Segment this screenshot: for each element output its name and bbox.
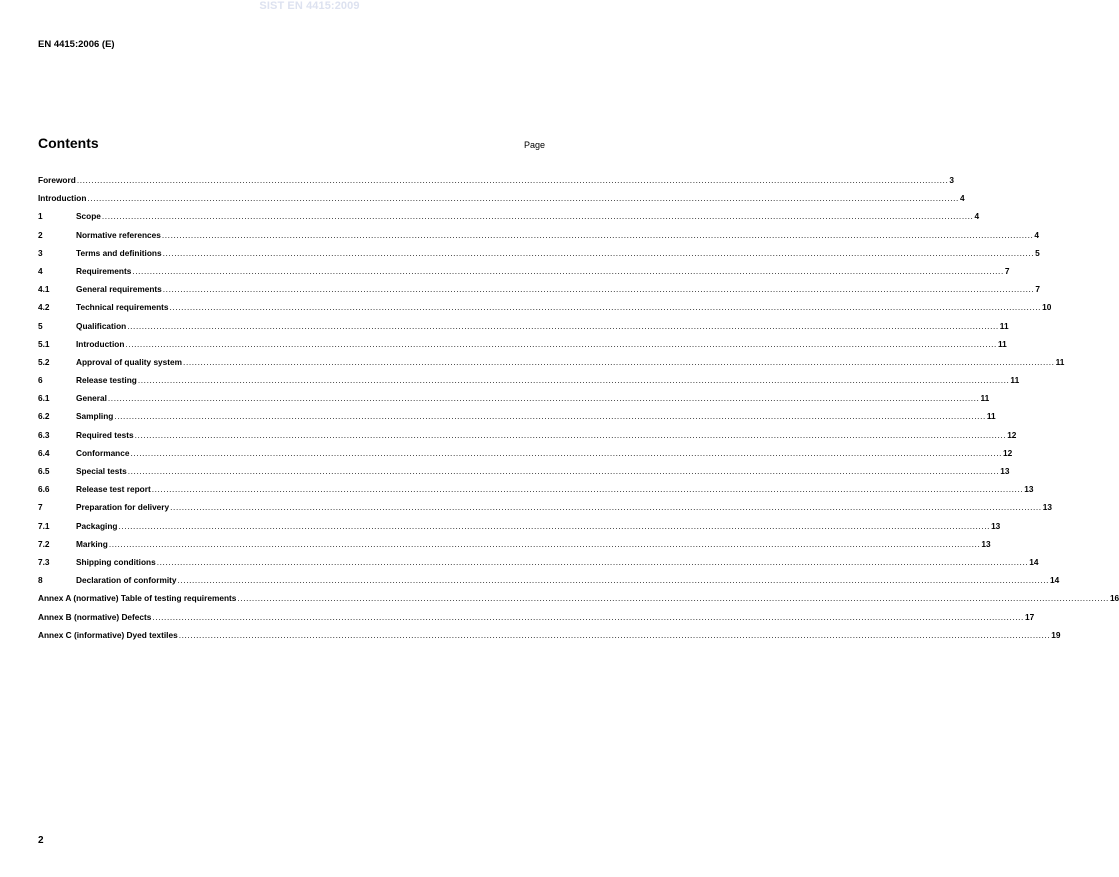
toc-entry[interactable] (38, 484, 1034, 502)
toc-entry-title: Normative references (76, 229, 161, 240)
table-of-contents (38, 175, 1119, 648)
toc-leader-dots: ............................................................................................................................................................................................................................................................................................................ (107, 393, 980, 404)
toc-entry-title: Annex A (normative) Table of testing requirements (38, 593, 237, 604)
toc-entry[interactable] (38, 284, 1040, 302)
toc-entry-number: 5.2 (38, 356, 50, 367)
toc-leader-dots: ............................................................................................................................................................................................................................................................................................................ (125, 338, 997, 349)
toc-entry-number: 7.3 (38, 556, 50, 567)
toc-entry-title: Special tests (76, 466, 127, 476)
toc-entry-title: Annex C (informative) Dyed textiles (38, 629, 178, 640)
toc-entry-number: 6.4 (38, 447, 50, 458)
toc-entry[interactable] (38, 629, 1061, 648)
toc-entry-page: 5 (1035, 247, 1040, 258)
toc-leader-dots: ............................................................................................................................................................................................................................................................................................................ (177, 575, 1050, 586)
toc-entry[interactable] (38, 429, 1017, 448)
toc-entry-title: Declaration of conformity (76, 575, 177, 586)
toc-entry-title: Required tests (76, 429, 134, 440)
toc-entry-number: 6.5 (38, 466, 50, 476)
toc-leader-dots: ............................................................................................................................................................................................................................................................................................................ (162, 247, 1035, 258)
toc-entry-page: 11 (997, 338, 1007, 349)
toc-entry[interactable] (38, 320, 1009, 339)
toc-entry-title: General (76, 393, 107, 404)
toc-entry-number: 8 (38, 575, 43, 586)
toc-entry[interactable] (38, 502, 1052, 520)
toc-entry-number: 7.1 (38, 520, 50, 531)
page-column-label: Page (523, 140, 545, 150)
toc-entry-number: 1 (38, 211, 43, 222)
toc-entry-number: 6.6 (38, 484, 50, 495)
toc-entry-page: 13 (991, 520, 1001, 531)
toc-leader-dots: ............................................................................................................................................................................................................................................................................................................ (87, 193, 959, 204)
toc-entry[interactable] (38, 302, 1052, 320)
toc-leader-dots: ............................................................................................................................................................................................................................................................................................................ (169, 302, 1042, 313)
toc-entry-number: 6.3 (38, 429, 50, 440)
toc-leader-dots: ............................................................................................................................................................................................................................................................................................................ (170, 502, 1042, 513)
toc-entry[interactable] (38, 575, 1060, 593)
toc-entry-title: Introduction (76, 338, 125, 349)
toc-entry-page: 11 (986, 411, 996, 422)
toc-entry-title: General requirements (76, 284, 162, 295)
toc-entry-number: 6.2 (38, 411, 50, 422)
toc-leader-dots: ............................................................................................................................................................................................................................................................................................................ (137, 375, 1010, 386)
toc-entry-title: Introduction (38, 193, 87, 204)
watermark: SIST EN 4415:2009 (259, 0, 360, 12)
toc-entry[interactable] (38, 520, 1001, 539)
toc-entry-number: 5 (38, 320, 43, 331)
toc-entry-title: Packaging (76, 520, 118, 531)
toc-entry-title: Release testing (76, 375, 137, 386)
toc-leader-dots: ............................................................................................................................................................................................................................................................................................................ (178, 629, 1051, 640)
toc-entry-page: 11 (1055, 356, 1065, 367)
contents-heading: Contents (38, 135, 99, 151)
toc-entry[interactable] (38, 175, 954, 193)
toc-entry-page: 4 (1034, 229, 1040, 240)
toc-entry-number: 6.1 (38, 393, 50, 404)
toc-entry[interactable] (38, 411, 996, 429)
toc-entry-title: Approval of quality system (76, 356, 183, 367)
toc-leader-dots: ............................................................................................................................................................................................................................................................................................................ (132, 265, 1004, 276)
toc-entry[interactable] (38, 338, 1007, 357)
toc-leader-dots: ............................................................................................................................................................................................................................................................................................................ (183, 356, 1055, 367)
toc-entry-title: Terms and definitions (76, 247, 162, 258)
toc-entry[interactable] (38, 466, 1010, 484)
toc-entry[interactable] (38, 593, 1119, 611)
toc-entry-number: 4 (38, 265, 43, 276)
toc-entry-page: 17 (1024, 611, 1035, 622)
toc-entry-page: 10 (1042, 302, 1052, 313)
toc-entry-page: 14 (1029, 556, 1039, 567)
toc-entry-page: 14 (1050, 575, 1060, 586)
toc-entry-page: 4 (974, 211, 980, 222)
toc-entry-title: Preparation for delivery (76, 502, 170, 513)
toc-leader-dots: ............................................................................................................................................................................................................................................................................................................ (108, 538, 981, 549)
toc-entry-title: Release test report (76, 484, 151, 495)
toc-entry[interactable] (38, 265, 1010, 284)
toc-entry-page: 3 (949, 175, 954, 185)
toc-leader-dots: ............................................................................................................................................................................................................................................................................................................ (130, 447, 1003, 458)
toc-entry-title: Requirements (76, 265, 132, 276)
toc-entry-page: 13 (1024, 484, 1034, 495)
toc-entry-page: 7 (1035, 284, 1040, 295)
toc-entry-number: 3 (38, 247, 43, 258)
toc-leader-dots: ............................................................................................................................................................................................................................................................................................................ (76, 175, 949, 185)
toc-entry-title: Qualification (76, 320, 127, 331)
toc-entry-number: 5.1 (38, 338, 50, 349)
toc-leader-dots: ............................................................................................................................................................................................................................................................................................................ (127, 466, 1000, 476)
toc-entry[interactable] (38, 447, 1013, 466)
toc-entry[interactable] (38, 538, 991, 557)
toc-entry-page: 4 (959, 193, 965, 204)
toc-entry-title: Shipping conditions (76, 556, 156, 567)
toc-entry-number: 4.1 (38, 284, 50, 295)
toc-leader-dots: ............................................................................................................................................................................................................................................................................................................ (237, 593, 1109, 604)
toc-entry-number: 7.2 (38, 538, 50, 549)
toc-entry-page: 13 (981, 538, 991, 549)
toc-entry-title: Conformance (76, 447, 130, 458)
toc-entry-title: Sampling (76, 411, 114, 422)
toc-leader-dots: ............................................................................................................................................................................................................................................................................................................ (134, 429, 1007, 440)
toc-entry[interactable] (38, 611, 1035, 630)
toc-entry[interactable] (38, 229, 1040, 248)
toc-entry[interactable] (38, 556, 1039, 575)
toc-entry[interactable] (38, 356, 1065, 375)
toc-entry-page: 16 (1109, 593, 1119, 604)
toc-entry-page: 12 (1007, 429, 1017, 440)
toc-entry[interactable] (38, 375, 1020, 393)
toc-entry-page: 11 (999, 320, 1009, 331)
toc-entry-page: 13 (1000, 466, 1010, 476)
toc-entry-page: 13 (1042, 502, 1052, 513)
toc-leader-dots: ............................................................................................................................................................................................................................................................................................................ (161, 229, 1034, 240)
toc-entry-number: 7 (38, 502, 43, 513)
toc-entry-title: Annex B (normative) Defects (38, 611, 152, 622)
toc-entry-page: 7 (1004, 265, 1010, 276)
toc-leader-dots: ............................................................................................................................................................................................................................................................................................................ (114, 411, 986, 422)
toc-entry-title: Foreword (38, 175, 76, 185)
toc-entry[interactable] (38, 393, 990, 411)
toc-entry[interactable] (38, 193, 965, 211)
toc-entry-page: 12 (1003, 447, 1013, 458)
toc-entry[interactable] (38, 247, 1040, 266)
page-number: 2 (38, 835, 44, 846)
toc-leader-dots: ............................................................................................................................................................................................................................................................................................................ (156, 556, 1029, 567)
toc-entry-title: Scope (76, 211, 101, 222)
toc-leader-dots: ............................................................................................................................................................................................................................................................................................................ (118, 520, 991, 531)
toc-entry-number: 2 (38, 229, 43, 240)
toc-entry-number: 4.2 (38, 302, 50, 313)
toc-entry-page: 19 (1051, 629, 1061, 640)
toc-leader-dots: ............................................................................................................................................................................................................................................................................................................ (127, 320, 999, 331)
toc-leader-dots: ............................................................................................................................................................................................................................................................................................................ (162, 284, 1035, 295)
toc-entry[interactable] (38, 211, 980, 229)
toc-entry-title: Marking (76, 538, 108, 549)
toc-leader-dots: ............................................................................................................................................................................................................................................................................................................ (151, 484, 1024, 495)
document-id: EN 4415:2006 (E) (38, 39, 115, 50)
toc-entry-number: 6 (38, 375, 43, 386)
toc-leader-dots: ............................................................................................................................................................................................................................................................................................................ (101, 211, 974, 222)
toc-entry-page: 11 (1010, 375, 1020, 386)
toc-entry-title: Technical requirements (76, 302, 169, 313)
toc-leader-dots: ............................................................................................................................................................................................................................................................................................................ (152, 611, 1024, 622)
toc-entry-page: 11 (980, 393, 990, 404)
